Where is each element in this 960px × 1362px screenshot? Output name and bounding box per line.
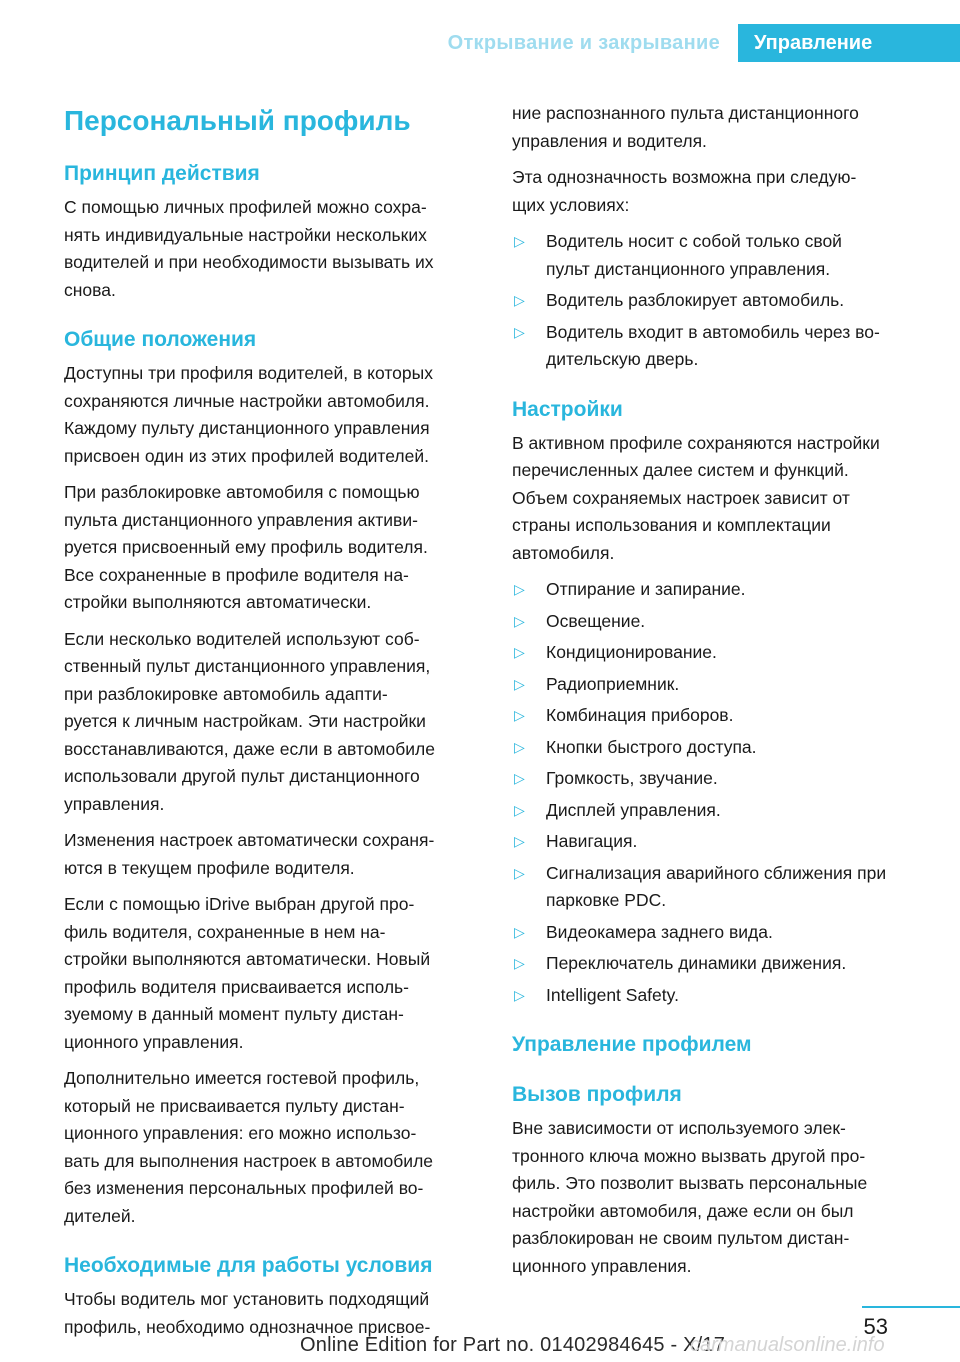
triangle-right-icon: ▷	[514, 644, 525, 660]
conditions-list	[512, 228, 932, 374]
list-item: ▷ Переключатель динамики движения.	[512, 950, 932, 978]
paragraph: При разблокировке автомобиля с помощью пульта дистанционного управления активи- руется присвоенный ему профиль водителя. Все сохраненные в профиле водителя на- стройки выполняются автоматически.	[64, 482, 428, 612]
paragraph: Эта однозначность возможна при следую- щих условиях:	[512, 167, 857, 215]
list-item: ▷ Intelligent Safety.	[512, 982, 932, 1010]
paragraph: В активном профиле сохраняются настройки перечисленных далее систем и функций. Объем сохраняемых настроек зависит от страны использования и комплектации автомобиля.	[512, 432, 880, 563]
paragraph: Если с помощью iDrive выбран другой про- филь водителя, сохраненные в нем на- стройки выполняются автоматически. Новый профиль водителя присваивается исполь- зуемому в данный момент пульту дистан- ционного управления.	[64, 894, 431, 1052]
triangle-right-icon: ▷	[514, 955, 525, 971]
edition-note: Online Edition for Part no. 01402984645 - X/17	[300, 1334, 726, 1356]
paragraph: Вне зависимости от используемого элек- тронного ключа можно вызвать другой про- филь. Это позволит вызвать персональные настройки автомобиля, даже если он был разблокирован не своим пультом дистан- ционного управления.	[512, 1118, 868, 1276]
page-title: Персональный профиль	[64, 105, 411, 136]
list-item: ▷ Сигнализация аварийного сближения при парковке PDC.	[512, 860, 932, 915]
triangle-right-icon: ▷	[514, 923, 525, 940]
footer-rule	[862, 1306, 960, 1308]
header-tab-label: Открывание и закрывание	[447, 31, 720, 54]
left-column	[64, 98, 484, 1350]
heading-conditions: Необходимые для работы условия	[64, 1254, 433, 1277]
list-item: ▷ Громкость, звучание.	[512, 765, 932, 793]
paragraph: Чтобы водитель мог установить подходящий профиль, необходимо однозначное присвое-	[64, 1289, 431, 1337]
heading-recall-profile: Вызов профиля	[512, 1083, 682, 1106]
heading-settings: Настройки	[512, 397, 623, 421]
list-item: ▷ Кнопки быстрого доступа.	[512, 734, 932, 762]
triangle-right-icon: ▷	[514, 770, 525, 786]
paragraph: ние распознанного пульта дистанционного управления и водителя.	[512, 103, 859, 151]
list-item: ▷ Видеокамера заднего вида.	[512, 919, 932, 947]
paragraph: Если несколько водителей используют соб- ственный пульт дистанционного управления, при разблокировке автомобиль адапти- руется к личным настройкам. Эти настройки восстанавливаются, даже если в автомобиле использовали другой пульт дистанционного управления.	[64, 628, 435, 814]
paragraph: Дополнительно имеется гостевой профиль, который не присваивается пульту дистан- ционного управления: его можно использо- вать для выполнения настроек в автомобиле без изменения персональных профилей во- дителей.	[64, 1068, 434, 1226]
list-item: ▷ Дисплей управления.	[512, 797, 932, 825]
list-item: ▷ Кондиционирование.	[512, 639, 932, 667]
paragraph: Изменения настроек автоматически сохраня- ются в текущем профиле водителя.	[64, 830, 435, 878]
list-item: ▷ Комбинация приборов.	[512, 702, 932, 730]
triangle-right-icon: ▷	[514, 833, 525, 849]
header-tab-opening-closing[interactable]	[440, 24, 736, 62]
triangle-right-icon: ▷	[514, 612, 525, 629]
list-item: ▷ Водитель разблокирует автомобиль.	[512, 287, 932, 315]
list-item: ▷ Навигация.	[512, 828, 932, 856]
triangle-right-icon: ▷	[514, 233, 525, 249]
list-item: ▷ Отпирание и запирание.	[512, 576, 932, 604]
triangle-right-icon: ▷	[514, 707, 525, 723]
header-tab-controls[interactable]	[738, 24, 960, 62]
triangle-right-icon: ▷	[514, 738, 525, 755]
heading-principle: Принцип действия	[64, 162, 260, 185]
triangle-right-icon: ▷	[514, 323, 525, 340]
paragraph: Доступны три профиля водителей, в которых сохраняются личные настройки автомобиля. Каждому пульту дистанционного управления присвоен один из этих профилей водителей.	[64, 363, 433, 466]
settings-list	[512, 576, 932, 1009]
triangle-right-icon: ▷	[514, 986, 525, 1003]
triangle-right-icon: ▷	[514, 864, 525, 881]
heading-manage-profile: Управление профилем	[512, 1033, 752, 1056]
list-item: ▷ Водитель входит в автомобиль через во- дительскую дверь.	[512, 319, 932, 374]
triangle-right-icon: ▷	[514, 801, 525, 818]
list-item: ▷ Водитель носит с собой только свой пульт дистанционного управления.	[512, 228, 932, 283]
list-item: ▷ Радиоприемник.	[512, 671, 932, 699]
heading-general: Общие положения	[64, 328, 257, 351]
header-tab-label: Управление	[754, 31, 873, 54]
page-number: 53	[863, 1314, 888, 1339]
watermark: carmanualsonline.info	[690, 1334, 885, 1356]
triangle-right-icon: ▷	[514, 675, 525, 692]
paragraph: С помощью личных профилей можно сохра- нять индивидуальные настройки нескольких водителей и при необходимости вызывать их снова.	[64, 197, 434, 300]
triangle-right-icon: ▷	[514, 292, 525, 308]
right-column	[512, 100, 932, 1289]
list-item: ▷ Освещение.	[512, 608, 932, 636]
triangle-right-icon: ▷	[514, 581, 525, 597]
